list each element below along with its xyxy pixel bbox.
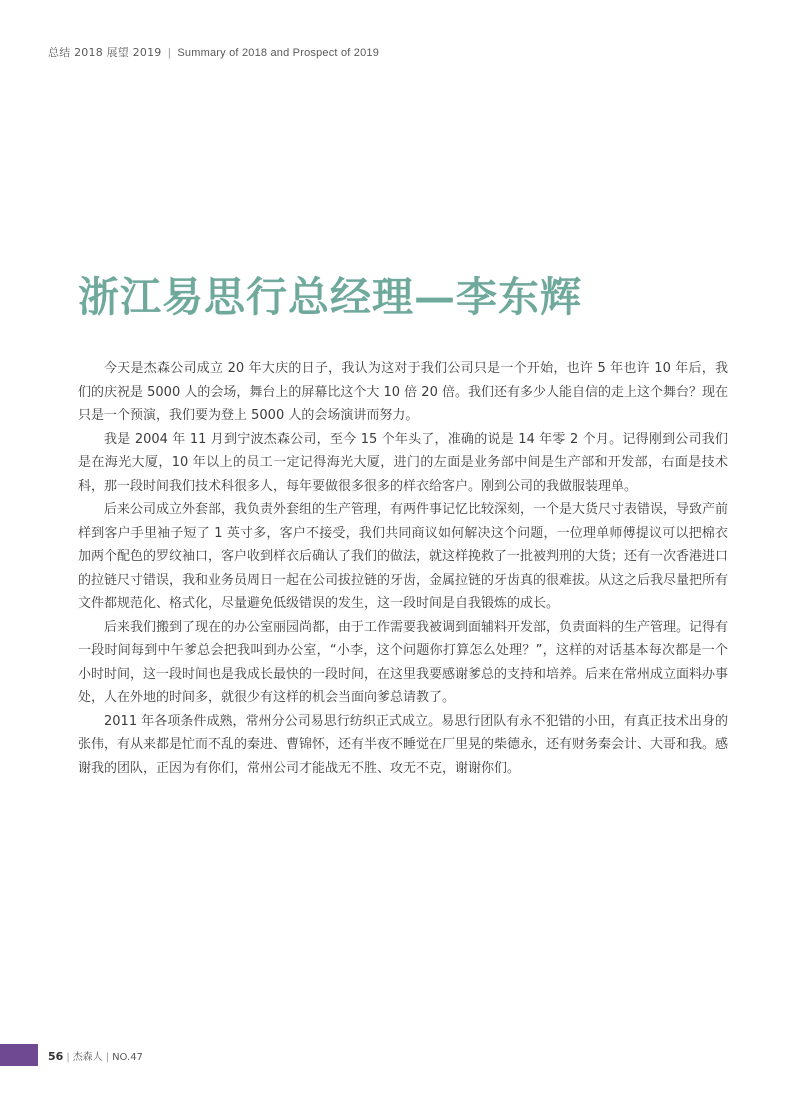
magazine-name: 杰森人 (72, 1052, 103, 1063)
article-body (78, 357, 728, 780)
paragraph-1: 今天是杰森公司成立 20 年大庆的日子，我认为这对于我们公司只是一个开始，也许 5 年也许 10 年后，我们的庆祝是 5000 人的会场，舞台上的屏幕比这个大 10 倍 20 倍。我们还有多少人能自信的走上这个舞台？现在只是一个预演，我们要为登上 5000 人的会场演讲而努力。 (78, 361, 728, 423)
page-number: 56 (48, 1050, 64, 1063)
article-title: 浙江易思行总经理—李东辉 (78, 273, 582, 321)
header-separator: | (167, 46, 172, 59)
header-title-en: Summary of 2018 and Prospect of 2019 (177, 47, 380, 59)
footer-separator: | (66, 1052, 70, 1063)
issue-number: NO.47 (112, 1052, 143, 1063)
header-title-zh: 总结 2018 展望 2019 (48, 46, 162, 59)
footer-separator-2: | (105, 1052, 110, 1063)
footer-color-bar (0, 1044, 38, 1066)
running-header (48, 44, 379, 60)
paragraph-3: 后来公司成立外套部，我负责外套组的生产管理，有两件事记忆比较深刻，一个是大货尺寸表错误，导致产前样到客户手里袖子短了 1 英寸多，客户不接受，我们共同商议如何解决这个问题，一位理单师傅提议可以把棉衣加两个配色的罗纹袖口，客户收到样衣后确认了我们的做法，就这样挽救了一批被判刑的大货；还有一次香港进口的拉链尺寸错误，我和业务员周日一起在公司拔拉链的牙齿，金属拉链的牙齿真的很难拔。从这之后我尽量把所有文件都规范化、格式化，尽量避免低级错误的发生，这一段时间是自我锻炼的成长。 (78, 502, 729, 611)
paragraph-5: 2011 年各项条件成熟，常州分公司易思行纺织正式成立。易思行团队有永不犯错的小田，有真正技术出身的张伟，有从来都是忙而不乱的秦进、曹锦怀，还有半夜不睡觉在厂里晃的柴德永，还有财务秦会计、大哥和我。感谢我的团队，正因为有你们，常州公司才能战无不胜、攻无不克，谢谢你们。 (78, 713, 729, 776)
page-footer (48, 1048, 143, 1063)
paragraph-4: 后来我们搬到了现在的办公室丽园尚都，由于工作需要我被调到面辅料开发部，负责面料的生产管理。记得有一段时间每到中午爹总会把我叫到办公室，“小李，这个问题你打算怎么处理？”，这样的对话基本每次都是一个小时时间，这一段时间也是我成长最快的一段时间，在这里我要感谢爹总的支持和培养。后来在常州成立面料办事处，人在外地的时间多，就很少有这样的机会当面向爹总请教了。 (78, 619, 729, 705)
paragraph-2: 我是 2004 年 11 月到宁波杰森公司，至今 15 个年头了，准确的说是 14 年零 2 个月。记得刚到公司我们是在海光大厦，10 年以上的员工一定记得海光大厦，进门的左面是业务部中间是生产部和开发部，右面是技术科，那一段时间我们技术科很多人，每年要做很多很多的样衣给客户。刚到公司的我做服装理单。 (78, 431, 728, 494)
